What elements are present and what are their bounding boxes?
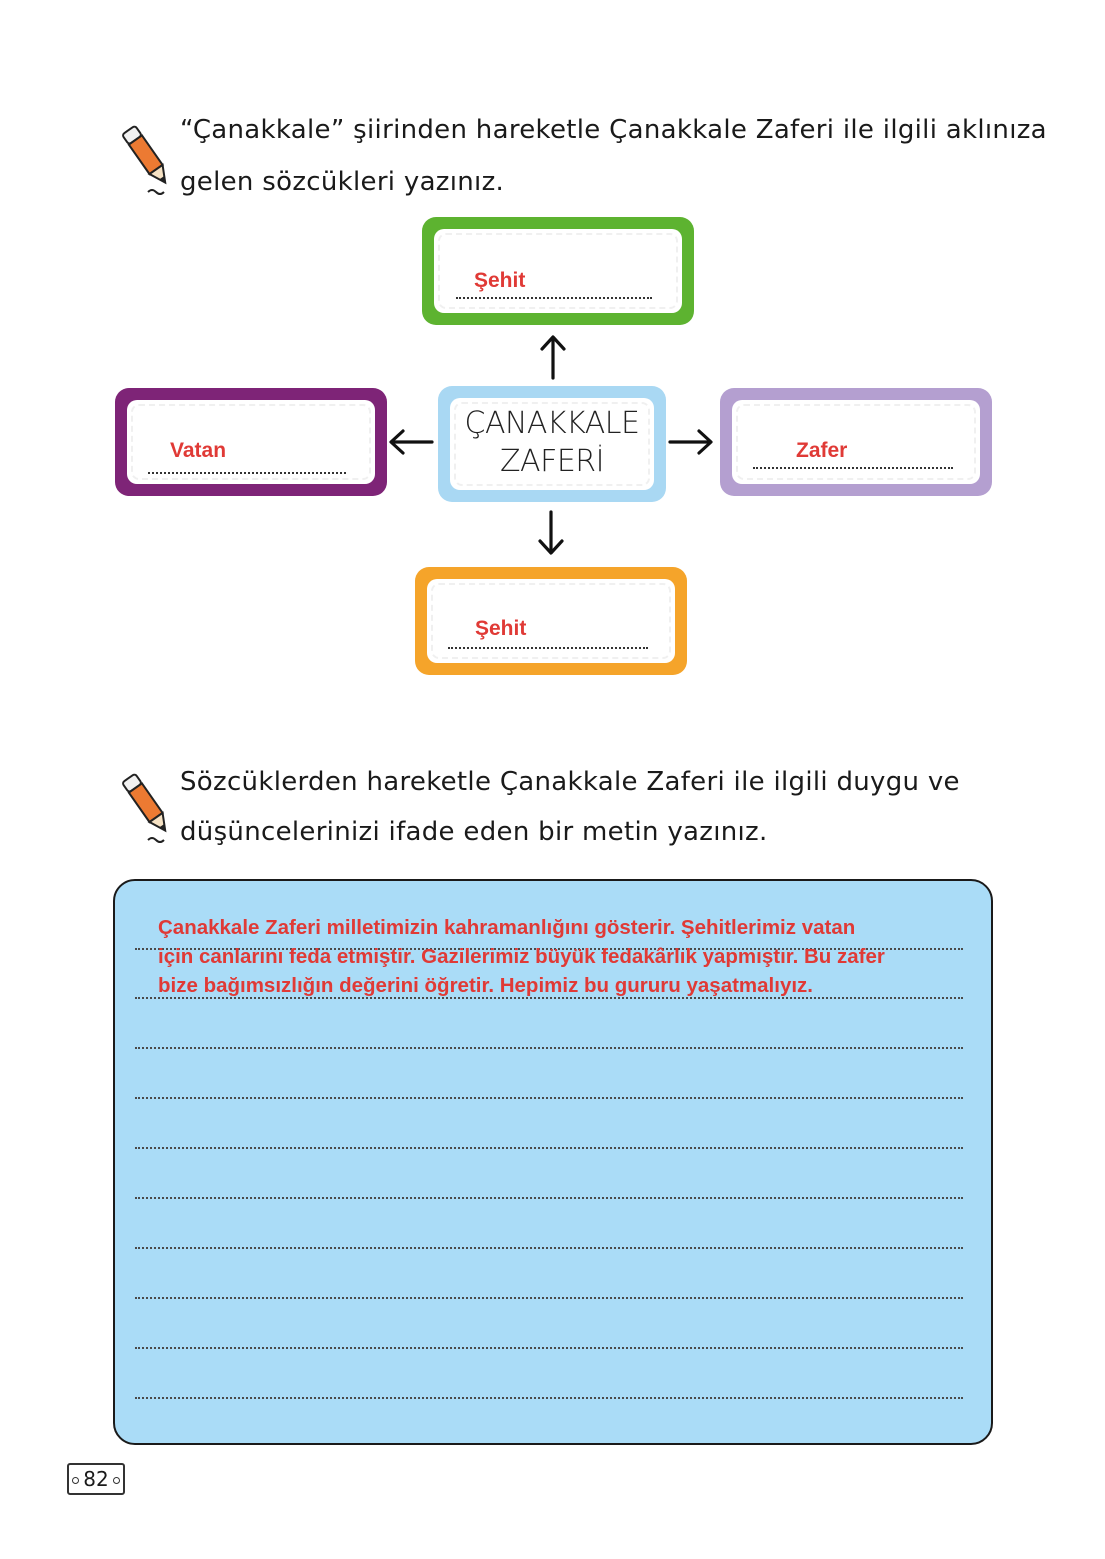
word-box-right	[720, 388, 992, 496]
instruction-2-line-1: Sözcüklerden hareketle Çanakkale Zaferi ile ilgili duygu ve	[180, 767, 960, 797]
page-number-label: 82	[83, 1467, 109, 1491]
arrow-down-icon	[536, 510, 566, 556]
answer-line-top	[456, 297, 652, 299]
center-title-line-1: ÇANAKKALE	[464, 406, 640, 441]
arrow-left-icon	[388, 428, 434, 458]
page-number	[67, 1463, 125, 1495]
word-box-left	[115, 388, 387, 496]
word-answer-top: Şehit	[474, 269, 526, 292]
word-answer-left: Vatan	[170, 439, 227, 462]
pencil-icon	[118, 766, 178, 846]
answer-text-line-1: Çanakkale Zaferi milletimizin kahramanlığını gösterir. Şehitlerimiz vatan	[158, 916, 856, 939]
center-box	[438, 386, 666, 502]
answer-paragraph	[158, 913, 973, 1000]
word-box-bottom	[415, 567, 687, 675]
pencil-icon	[118, 118, 178, 198]
instruction-1-line-1: “Çanakkale” şiirinden hareketle Çanakkale Zaferi ile ilgili aklınıza	[180, 115, 1047, 145]
word-box-top	[422, 217, 694, 325]
writing-line	[135, 1297, 963, 1299]
writing-line	[135, 1397, 963, 1399]
writing-line	[135, 1247, 963, 1249]
writing-line	[135, 1197, 963, 1199]
arrow-up-icon	[538, 334, 568, 380]
writing-line	[135, 1097, 963, 1099]
writing-line	[135, 1047, 963, 1049]
word-answer-right: Zafer	[796, 439, 848, 462]
word-answer-bottom: Şehit	[475, 617, 527, 640]
answer-line-right	[753, 467, 953, 469]
arrow-right-icon	[668, 428, 714, 458]
instruction-1-line-2: gelen sözcükleri yazınız.	[180, 167, 505, 197]
writing-line	[135, 1147, 963, 1149]
page-number-dot-right	[113, 1477, 120, 1484]
answer-line-bottom	[448, 647, 648, 649]
center-title-line-2: ZAFERİ	[500, 444, 604, 479]
page-number-dot-left	[72, 1477, 79, 1484]
instruction-2-line-2: düşüncelerinizi ifade eden bir metin yazınız.	[180, 817, 768, 847]
answer-text-line-3: bize bağımsızlığın değerini öğretir. Hepimiz bu gururu yaşatmalıyız.	[158, 974, 813, 997]
answer-line-left	[148, 472, 346, 474]
answer-text-line-2: için canlarını feda etmiştir. Gazilerimiz büyük fedakârlık yapmıştır. Bu zafer	[158, 945, 885, 968]
writing-line	[135, 1347, 963, 1349]
